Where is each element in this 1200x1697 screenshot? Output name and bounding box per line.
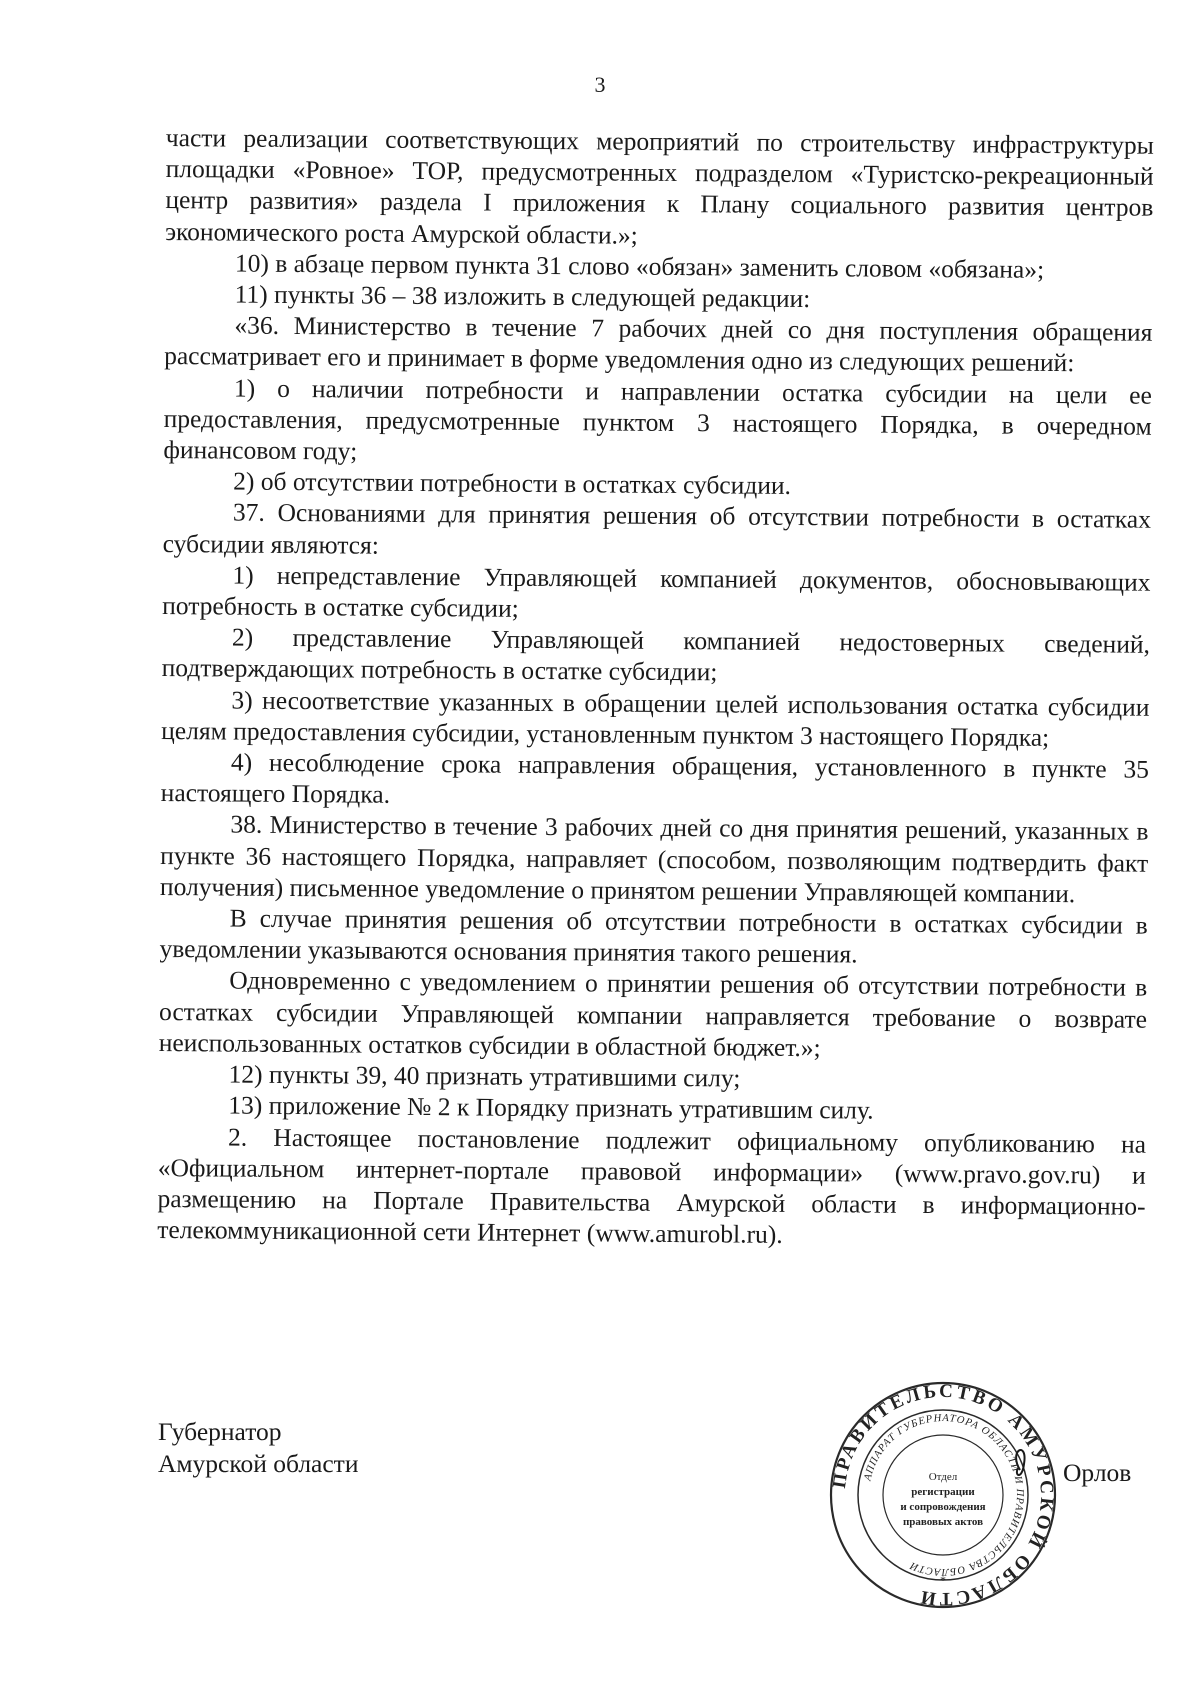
paragraph: В случае принятия решения об отсутствии потребности в остатках субсидии в уведомлении указываются основания принятия такого решения. <box>159 903 1148 969</box>
seal-center-line: и сопровождения <box>900 1501 986 1513</box>
seal-outer-text: ПРАВИТЕЛЬСТВО АМУРСКОЙ ОБЛАСТИ <box>828 1380 1058 1610</box>
signatory-title: Губернатор <box>158 1417 282 1446</box>
paragraph: 1) о наличии потребности и направлении остатка субсидии на цели ее предоставления, предусмотренные пунктом 3 настоящего Порядка, в очередном финансовом году; <box>163 373 1153 466</box>
signatory-name: Орлов <box>1063 1458 1132 1487</box>
paragraph: части реализации соответствующих мероприятий по строительству инфраструктуры площадки «Ровное» ТОР, предусмотренных подразделом «Туристско-рекреационный центр развития» раздела I приложения к Плану социального развития центров экономического роста Амурской области.»; <box>165 122 1154 250</box>
paragraph: 3) несоответствие указанных в обращении целей использования остатка субсидии целям предоставления субсидии, установленным пунктом 3 настоящего Порядка; <box>161 685 1150 752</box>
seal-center-line: правовых актов <box>902 1516 984 1528</box>
seal-center-line: регистрации <box>911 1486 975 1498</box>
paragraph: 4) несоблюдение срока направления обращения, установленного в пункте 35 настоящего Порядка. <box>160 747 1150 810</box>
signature-block <box>158 1416 358 1480</box>
paragraph: 12) пункты 39, 40 признать утратившими силу; <box>228 1059 741 1093</box>
paragraph: 1) непредставление Управляющей компанией документов, обосновывающих потребность в остатке субсидии; <box>162 560 1151 623</box>
paragraph: 13) приложение № 2 к Порядку признать утратившим силу. <box>228 1090 874 1125</box>
paragraph: 2) представление Управляющей компанией недостоверных сведений, подтверждающих потребность в остатке субсидии; <box>161 622 1151 687</box>
paragraph: «36. Министерство в течение 7 рабочих дней со дня поступления обращения рассматривает его и принимает в форме уведомления одно из следующих решений: <box>164 310 1153 378</box>
seal-center-line: Отдел <box>928 1471 958 1483</box>
paragraph: Одновременно с уведомлением о принятии решения об отсутствии потребности в остатках субсидии Управляющей компании направляется требование о возврате неиспользованных остатков субсидии в областной бюджет.»; <box>158 966 1148 1063</box>
paragraph: 2) об отсутствии потребности в остатках субсидии. <box>233 466 792 501</box>
seal-inner-text: АППАРАТ ГУБЕРНАТОРА ОБЛАСТИ И ПРАВИТЕЛЬСТВА ОБЛАСТИ <box>862 1412 1026 1578</box>
paragraph: 2. Настоящее постановление подлежит официальному опубликованию на «Официальном интернет-портале правовой информации» (www.pravo.gov.ru) и размещению на Портале Правительства Амурской области в информационно-телекоммуникационной сети Интернет (www.amurobl.ru). <box>157 1122 1147 1249</box>
paragraph: 37. Основаниями для принятия решения об отсутствии потребности в остатках субсидии являются: <box>162 497 1152 560</box>
signatory-region: Амурской области <box>158 1449 359 1478</box>
page-number: 3 <box>594 72 606 97</box>
document-body <box>157 122 1154 1253</box>
paragraph: 38. Министерство в течение 3 рабочих дней со дня принятия решений, указанных в пункте 36 настоящего Порядка, направляет (способом, позволяющим подтвердить факт получения) письменное уведомление о принятом решении Управляющей компании. <box>159 809 1149 909</box>
handwritten-signature <box>1016 1450 1024 1475</box>
official-seal-stamp <box>828 1380 1058 1610</box>
seal-star-icon: * <box>940 1573 946 1587</box>
paragraph: 10) в абзаце первом пункта 31 слово «обязан» заменить словом «обязана»; <box>234 248 1045 284</box>
paragraph: 11) пункты 36 – 38 изложить в следующей редакции: <box>234 279 811 314</box>
